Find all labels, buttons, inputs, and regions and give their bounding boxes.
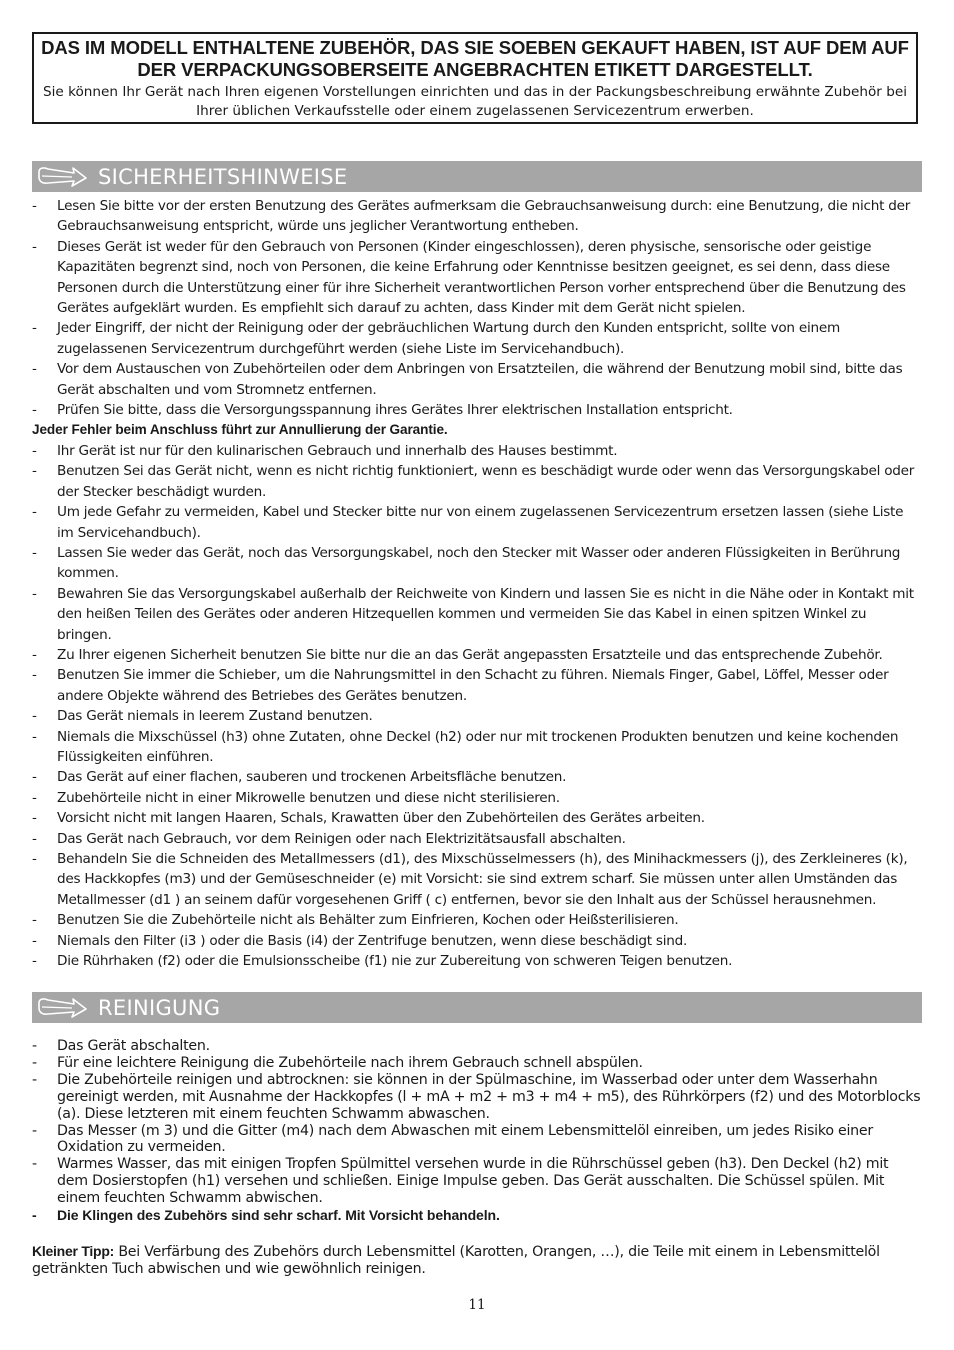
list-item: - Benutzen Sie immer die Schieber, um die Nahrungsmittel in den Schacht zu führen. Niemals Finger, Gabel, Löffel, Messer oder andere Objekte während des Betriebes des Gerätes benutzen.	[32, 665, 922, 706]
list-item: - Benutzen Sie die Zubehörteile nicht als Behälter zum Einfrieren, Kochen oder Heißsterilisieren.	[32, 910, 922, 930]
cleaning-instructions	[32, 1038, 922, 1224]
list-item: - Dieses Gerät ist weder für den Gebrauch von Personen (Kinder eingeschlossen), deren physische, sensorische oder geistige Kapazitäten begrenzt sind, noch von Personen, die keine Erfahrung oder Kenntnisse besitzen geeignet, es sei denn, dass diese Personen durch die Unterstützung einer für ihre Sicherheit verantwortlichen Person vorher entsprechend über die Benutzung des Gerätes aufgeklärt wurden. Es empfiehlt sich darauf zu achten, dass Kinder mit dem Gerät nicht spielen.	[32, 237, 922, 319]
notice-heading: DAS IM MODELL ENTHALTENE ZUBEHÖR, DAS SIE SOEBEN GEKAUFT HABEN, IST AUF DEM AUF DER VERPACKUNGSOBERSEITE ANGEBRACHTEN ETIKETT DARGESTELLT.	[41, 37, 909, 80]
tip-label: Kleiner Tipp:	[32, 1243, 115, 1259]
list-item: - Das Gerät auf einer flachen, sauberen und trockenen Arbeitsfläche benutzen.	[32, 767, 922, 787]
list-item: - Bewahren Sie das Versorgungskabel außerhalb der Reichweite von Kindern und lassen Sie es nicht in die Nähe oder in Kontakt mit den heißen Teilen des Gerätes oder anderen Hitzequellen kommen und vermeiden Sie das Kabel in einen spitzen Winkel zu bringen.	[32, 584, 922, 645]
list-item: - Das Gerät abschalten.	[32, 1038, 922, 1055]
list-item: - Die Rührhaken (f2) oder die Emulsionsscheibe (f1) nie zur Zubereitung von schweren Teigen benutzen.	[32, 951, 922, 971]
cleaning-list	[32, 1038, 922, 1224]
tip-paragraph	[32, 1243, 922, 1278]
arrow-right-icon	[36, 164, 88, 190]
list-item: - Lesen Sie bitte vor der ersten Benutzung des Gerätes aufmerksam die Gebrauchsanweisung durch: eine Benutzung, die nicht der Gebrauchsanweisung entspricht, würde uns jeglicher Verantwortung entheben.	[32, 196, 922, 237]
tip-text: Bei Verfärbung des Zubehörs durch Lebensmittel (Karotten, Orangen, …), die Teile mit einem in Lebensmittelöl getränkten Tuch abwischen und wie gewöhnlich reinigen.	[32, 1244, 880, 1277]
list-item: - Niemals die Mixschüssel (h3) ohne Zutaten, ohne Deckel (h2) oder nur mit trockenen Produkten benutzen und keine kochenden Flüssigkeiten einführen.	[32, 727, 922, 768]
list-item: - Zubehörteile nicht in einer Mikrowelle benutzen und diese nicht sterilisieren.	[32, 788, 922, 808]
section-header-safety	[32, 161, 922, 192]
section-title-safety: SICHERHEITSHINWEISE	[98, 164, 348, 189]
list-item: - Für eine leichtere Reinigung die Zubehörteile nach ihrem Gebrauch schnell abspülen.	[32, 1055, 922, 1072]
list-item: - Warmes Wasser, das mit einigen Tropfen Spülmittel versehen wurde in die Rührschüssel geben (h3). Den Deckel (h2) mit dem Dosierstopfen (h1) versehen und schließen. Einige Impulse geben. Das Gerät ausschalten. Die Schüssel spülen. Mit einem feuchten Schwamm abwischen.	[32, 1156, 922, 1207]
list-item: - Um jede Gefahr zu vermeiden, Kabel und Stecker bitte nur von einem zugelassenen Servicezentrum ersetzen lassen (siehe Liste im Servicehandbuch).	[32, 502, 922, 543]
section-header-cleaning	[32, 992, 922, 1023]
safety-list-a	[32, 196, 922, 420]
list-item: - Jeder Eingriff, der nicht der Reinigung oder der gebräuchlichen Wartung durch den Kunden entspricht, sollte von einem zugelassenen Servicezentrum durchgeführt werden (siehe Liste im Servicehandbuch).	[32, 318, 922, 359]
list-item: - Ihr Gerät ist nur für den kulinarischen Gebrauch und innerhalb des Hauses bestimmt.	[32, 441, 922, 461]
list-item: - Vor dem Austauschen von Zubehörteilen oder dem Anbringen von Ersatzteilen, die während der Benutzung mobil sind, bitte das Gerät abschalten und vom Stromnetz entfernen.	[32, 359, 922, 400]
list-item: - Das Gerät nach Gebrauch, vor dem Reinigen oder nach Elektrizitätsausfall abschalten.	[32, 829, 922, 849]
list-item: - Lassen Sie weder das Gerät, noch das Versorgungskabel, noch den Stecker mit Wasser oder anderen Flüssigkeiten in Berührung kommen.	[32, 543, 922, 584]
safety-instructions	[32, 196, 922, 971]
safety-list-b	[32, 441, 922, 972]
accessory-notice-box	[32, 32, 918, 124]
list-item: - Niemals den Filter (i3 ) oder die Basis (i4) der Zentrifuge benutzen, wenn diese beschädigt sind.	[32, 931, 922, 951]
list-item: - Vorsicht nicht mit langen Haaren, Schals, Krawatten über den Zubehörteilen des Gerätes arbeiten.	[32, 808, 922, 828]
list-item: - Zu Ihrer eigenen Sicherheit benutzen Sie bitte nur die an das Gerät angepassten Ersatzteile und das entsprechende Zubehör.	[32, 645, 922, 665]
blade-warning: - Die Klingen des Zubehörs sind sehr scharf. Mit Vorsicht behandeln.	[32, 1207, 922, 1224]
arrow-right-icon	[36, 995, 88, 1021]
page-number: 11	[468, 1297, 486, 1313]
list-item: - Die Zubehörteile reinigen und abtrocknen: sie können in der Spülmaschine, im Wasserbad oder unter dem Wasserhahn gereinigt werden, mit Ausnahme der Hackkopfes (l + mA + m2 + m3 + m4 + m5), des Rührkörpers (f2) und des Motorblocks (a). Diese letzteren mit einem feuchten Schwamm abwaschen.	[32, 1072, 922, 1123]
list-item: - Prüfen Sie bitte, dass die Versorgungsspannung ihres Gerätes Ihrer elektrischen Installation entspricht.	[32, 400, 922, 420]
list-item: - Behandeln Sie die Schneiden des Metallmessers (d1), des Mixschüsselmessers (h), des Minihackmessers (j), des Zerkleineres (k), des Hackkopfes (m3) und der Gemüseschneider (e) mit Vorsicht: sie sind extrem scharf. Sie müssen unter allen Umständen das Metallmesser (d1 ) an seinem dafür vorgesehenen Griff ( c) entfernen, bevor sie den Inhalt aus der Schüssel herausnehmen.	[32, 849, 922, 910]
list-item: - Das Messer (m 3) und die Gitter (m4) nach dem Abwaschen mit einem Lebensmittelöl einreiben, um jedes Risiko einer Oxidation zu vermeiden.	[32, 1123, 922, 1157]
notice-body: Sie können Ihr Gerät nach Ihren eigenen Vorstellungen einrichten und das in der Packungsbeschreibung erwähnte Zubehör bei Ihrer üblichen Verkaufsstelle oder einem zugelassenen Servicezentrum erwerben.	[43, 84, 907, 119]
guarantee-warning: Jeder Fehler beim Anschluss führt zur Annullierung der Garantie.	[32, 422, 448, 438]
list-item: - Das Gerät niemals in leerem Zustand benutzen.	[32, 706, 922, 726]
list-item: - Benutzen Sei das Gerät nicht, wenn es nicht richtig funktioniert, wenn es beschädigt wurde oder wenn das Versorgungskabel oder der Stecker beschädigt wurden.	[32, 461, 922, 502]
section-title-cleaning: REINIGUNG	[98, 995, 221, 1020]
